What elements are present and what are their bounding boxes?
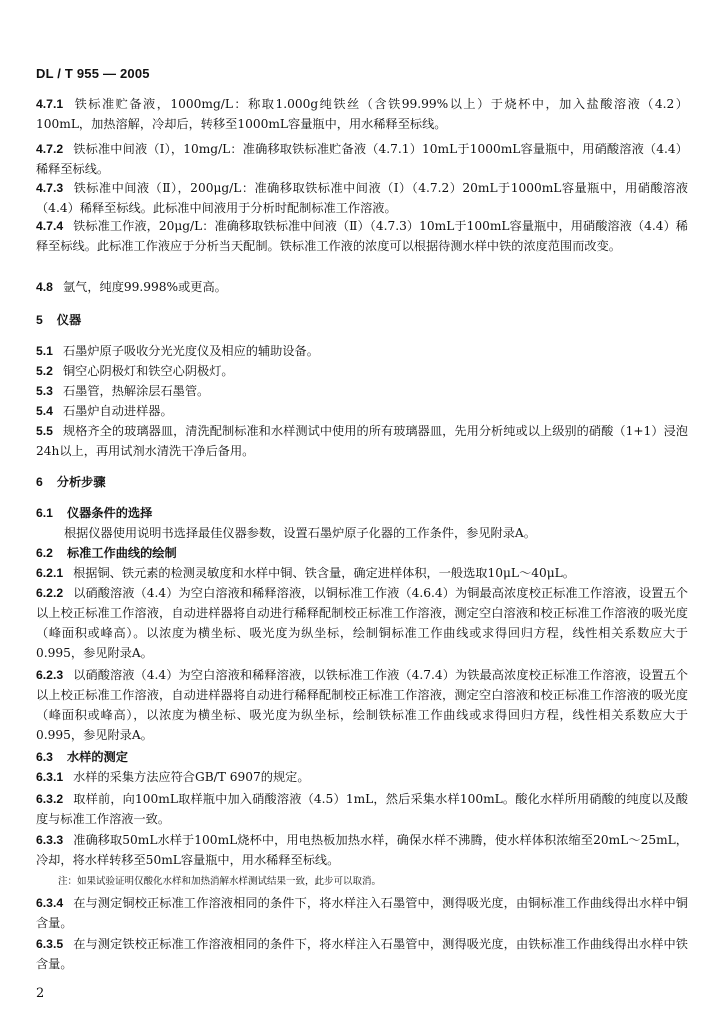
clause-6-2-2 bbox=[36, 583, 688, 663]
clause-number: 6.3 bbox=[36, 750, 53, 764]
clause-text: 取样前，向100mL取样瓶中加入硝酸溶液（4.5）1mL，然后采集水样100mL。酸化水样所用硝酸的纯度以及酸度与标准工作溶液一致。 bbox=[36, 792, 688, 826]
clause-text: 根据仪器使用说明书选择最佳仪器参数，设置石墨炉原子化器的工作条件，参见附录A。 bbox=[64, 526, 536, 540]
clause-text: 以硝酸溶液（4.4）为空白溶液和稀释溶液，以铜标准工作液（4.6.4）为铜最高浓度校正标准工作溶液，设置五个以上校正标准工作溶液，自动进样器将自动进行稀释配制校正标准工作溶液，测定空白溶液和校正标准工作溶液的吸光度（峰面积或峰高）。以浓度为横坐标、吸光度为纵坐标，绘制铜标准工作曲线或求得回归方程，线性相关系数应大于0.995，参见附录A。 bbox=[36, 586, 688, 660]
clause-6-2-1 bbox=[36, 563, 688, 583]
clause-text: 规格齐全的玻璃器皿，清洗配制标准和水样测试中使用的所有玻璃器皿，先用分析纯或以上级别的硝酸（1+1）浸泡24h以上，再用试剂水清洗干净后备用。 bbox=[36, 424, 688, 458]
clause-number: 6.3.2 bbox=[36, 792, 64, 806]
clause-text: 石墨炉自动进样器。 bbox=[62, 404, 173, 418]
clause-6-1-body bbox=[64, 523, 688, 543]
clause-6-3-4 bbox=[36, 893, 688, 933]
clause-text: 石墨炉原子吸收分光光度仪及相应的辅助设备。 bbox=[62, 344, 319, 358]
clause-number: 6.3.1 bbox=[36, 770, 64, 784]
clause-6-2-3 bbox=[36, 665, 688, 745]
section-title: 仪器 bbox=[56, 313, 82, 327]
clause-4-7-3 bbox=[36, 178, 688, 218]
clause-number: 6.3.5 bbox=[36, 937, 64, 951]
clause-6-3 bbox=[36, 747, 688, 767]
clause-4-7-4 bbox=[36, 216, 688, 256]
clause-text: 铁标准中间液（Ⅰ），10mg/L：准确移取铁标准贮备液（4.7.1）10mL于1000mL容量瓶中，用硝酸溶液（4.4）稀释至标线。 bbox=[36, 142, 688, 176]
clause-number: 6.2.2 bbox=[36, 586, 64, 600]
clause-5-1 bbox=[36, 341, 688, 361]
section-heading-5 bbox=[36, 310, 688, 330]
clause-text: 根据铜、铁元素的检测灵敏度和水样中铜、铁含量，确定进样体积，一般选取10μL～40μL。 bbox=[73, 566, 575, 580]
clause-text: 铁标准工作液，20μg/L：准确移取铁标准中间液（Ⅱ）（4.7.3）10mL于100mL容量瓶中，用硝酸溶液（4.4）稀释至标线。此标准工作液应于分析当天配制。铁标准工作液的浓度可以根据待测水样中铁的浓度范围而改变。 bbox=[36, 219, 688, 253]
section-number: 5 bbox=[36, 313, 43, 327]
clause-number: 4.7.3 bbox=[36, 181, 64, 195]
clause-6-3-3 bbox=[36, 830, 688, 870]
clause-text: 铁标准中间液（Ⅱ），200μg/L：准确移取铁标准中间液（Ⅰ）（4.7.2）20mL于1000mL容量瓶中，用硝酸溶液（4.4）稀释至标线。此标准中间液用于分析时配制标准工作溶液。 bbox=[36, 181, 688, 215]
standard-code: DL / T 955 — 2005 bbox=[36, 66, 150, 81]
clause-text: 水样的采集方法应符合GB/T 6907的规定。 bbox=[73, 770, 310, 784]
clause-text: 铁标准贮备液，1000mg/L：称取1.000g纯铁丝（含铁99.99%以上）于烧杯中，加入盐酸溶液（4.2）100mL，加热溶解，冷却后，转移至1000mL容量瓶中，用水稀释至标线。 bbox=[36, 97, 688, 131]
clause-6-3-5 bbox=[36, 934, 688, 974]
clause-number: 5.1 bbox=[36, 344, 53, 358]
clause-5-4 bbox=[36, 401, 688, 421]
clause-title: 仪器条件的选择 bbox=[66, 506, 153, 520]
section-number: 6 bbox=[36, 475, 43, 489]
clause-number: 5.4 bbox=[36, 404, 53, 418]
clause-6-3-1 bbox=[36, 767, 688, 787]
clause-number: 4.7.1 bbox=[36, 97, 64, 111]
clause-number: 6.1 bbox=[36, 506, 53, 520]
clause-6-1 bbox=[36, 503, 688, 523]
note bbox=[58, 872, 381, 892]
clause-text: 在与测定铁校正标准工作溶液相同的条件下，将水样注入石墨管中，测得吸光度，由铁标准工作曲线得出水样中铁含量。 bbox=[36, 937, 688, 971]
clause-number: 4.7.4 bbox=[36, 219, 64, 233]
clause-number: 6.2.3 bbox=[36, 668, 64, 682]
clause-5-3 bbox=[36, 381, 688, 401]
clause-text: 准确移取50mL水样于100mL烧杯中，用电热板加热水样，确保水样不沸腾，使水样体积浓缩至20mL～25mL，冷却，将水样转移至50mL容量瓶中，用水稀释至标线。 bbox=[36, 833, 688, 867]
clause-text: 氩气，纯度99.998%或更高。 bbox=[62, 280, 227, 294]
clause-number: 5.3 bbox=[36, 384, 53, 398]
clause-4-8 bbox=[36, 277, 688, 297]
clause-title: 水样的测定 bbox=[66, 750, 128, 764]
clause-title: 标准工作曲线的绘制 bbox=[66, 546, 177, 560]
clause-number: 5.5 bbox=[36, 424, 53, 438]
section-heading-6 bbox=[36, 472, 688, 492]
clause-5-5 bbox=[36, 421, 688, 461]
clause-4-7-2 bbox=[36, 139, 688, 179]
clause-4-7-1 bbox=[36, 94, 688, 134]
clause-number: 6.2 bbox=[36, 546, 53, 560]
clause-number: 4.8 bbox=[36, 280, 53, 294]
clause-5-2 bbox=[36, 361, 688, 381]
note-text: 如果试验证明仅酸化水样和加热消解水样测试结果一致，此步可以取消。 bbox=[77, 876, 382, 887]
clause-text: 以硝酸溶液（4.4）为空白溶液和稀释溶液，以铁标准工作液（4.7.4）为铁最高浓度校正标准工作溶液，设置五个以上校正标准工作溶液，自动进样器将自动进行稀释配制校正标准工作溶液，测定空白溶液和校正标准工作溶液的吸光度（峰面积或峰高），以浓度为横坐标、吸光度为纵坐标，绘制铁标准工作曲线或求得回归方程，线性相关系数应大于0.995，参见附录A。 bbox=[36, 668, 688, 742]
clause-number: 5.2 bbox=[36, 364, 53, 378]
clause-number: 4.7.2 bbox=[36, 142, 64, 156]
clause-number: 6.3.3 bbox=[36, 833, 64, 847]
clause-6-2 bbox=[36, 543, 688, 563]
clause-number: 6.2.1 bbox=[36, 566, 64, 580]
clause-text: 石墨管，热解涂层石墨管。 bbox=[62, 384, 210, 398]
note-label: 注： bbox=[58, 876, 78, 887]
clause-text: 在与测定铜校正标准工作溶液相同的条件下，将水样注入石墨管中，测得吸光度，由铜标准工作曲线得出水样中铜含量。 bbox=[36, 896, 688, 930]
clause-number: 6.3.4 bbox=[36, 896, 64, 910]
clause-6-3-2 bbox=[36, 789, 688, 829]
page-number: 2 bbox=[36, 986, 45, 1001]
section-title: 分析步骤 bbox=[56, 475, 106, 489]
clause-text: 铜空心阴极灯和铁空心阴极灯。 bbox=[62, 364, 234, 378]
